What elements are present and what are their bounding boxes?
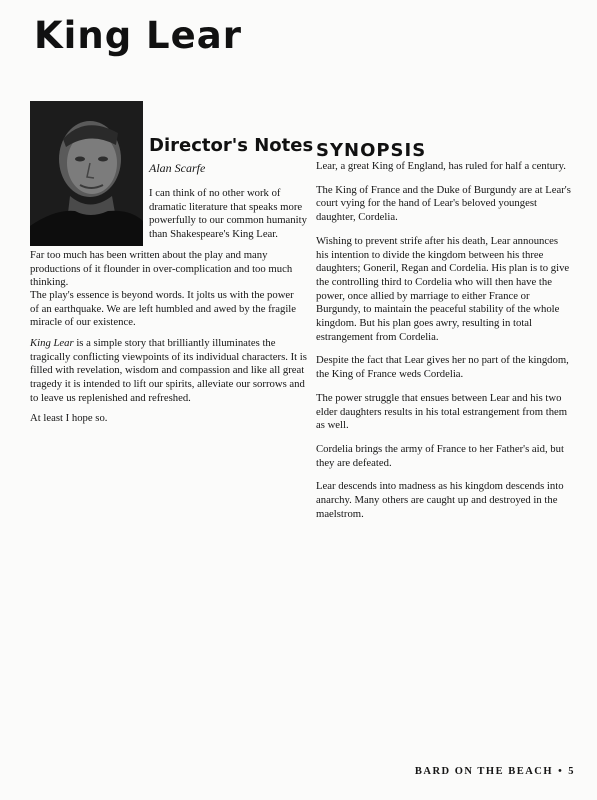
- directors-notes-intro: I can think of no other work of dramatic literature that speaks more powerfully to our common humanity than Shakespeare's King Lear.: [149, 187, 307, 241]
- play-title-italic: King Lear: [30, 337, 74, 349]
- director-name: Alan Scarfe: [149, 161, 206, 175]
- synopsis-paragraph: Lear descends into madness as his kingdom descends into anarchy. Many others are caught up and destroyed in the maelstrom.: [316, 480, 564, 520]
- synopsis-heading: SYNOPSIS: [316, 140, 427, 161]
- synopsis-paragraph: Despite the fact that Lear gives her no part of the kingdom, the King of France weds Cordelia.: [316, 354, 569, 381]
- directors-notes-heading: Director's Notes: [149, 135, 314, 156]
- footer-separator: •: [558, 766, 564, 777]
- synopsis-paragraph: Lear, a great King of England, has ruled for half a century.: [316, 160, 566, 172]
- page-number: 5: [568, 766, 575, 777]
- directors-notes-intro-continued: Far too much has been written about the play and many productions of it flounder in over-complication and too much thinking.: [30, 249, 293, 289]
- directors-notes-closing: At least I hope so.: [30, 412, 108, 424]
- synopsis-paragraph: The power struggle that ensues between Lear and his two elder daughters results in his total estrangement from them as well.: [316, 391, 568, 432]
- synopsis-paragraph: Cordelia brings the army of France to her Father's aid, but they are defeated.: [316, 442, 564, 469]
- publication-name: BARD ON THE BEACH: [414, 766, 554, 777]
- synopsis-paragraph: Wishing to prevent strife after his death, Lear announces his intention to divide the kingdom between his three daughters; Goneril, Regan and Cordelia. His plan is to give the controlling third to Cordelia who will then have the power, once allied by marriage to either France or Burgundy, to maintain the peaceful stability of the whole kingdom. But his plan goes awry, resulting in total estrangement from Cordelia.: [316, 234, 570, 343]
- directors-notes-paragraph-text: is a simple story that brilliantly illuminates the tragically conflicting viewpoints of its individual characters. It is filled with revelation, wisdom and compassion and like all great tragedy it is intended to lift our spirits, alleviate our sorrows and to leave us replenished and refreshed.: [30, 337, 307, 404]
- page-title: King Lear: [34, 14, 242, 57]
- synopsis-body: [316, 160, 571, 531]
- director-photo: [30, 101, 143, 246]
- directors-notes-paragraph: The play's essence is beyond words. It jolts us with the power of an earthquake. We are left humbled and awed by the fragile miracle of our existence.: [30, 289, 297, 329]
- directors-notes-paragraph: [30, 337, 315, 406]
- page-footer: [415, 766, 575, 777]
- synopsis-paragraph: The King of France and the Duke of Burgundy are at Lear's court vying for the hand of Lear's beloved youngest daughter, Cordelia.: [316, 183, 571, 224]
